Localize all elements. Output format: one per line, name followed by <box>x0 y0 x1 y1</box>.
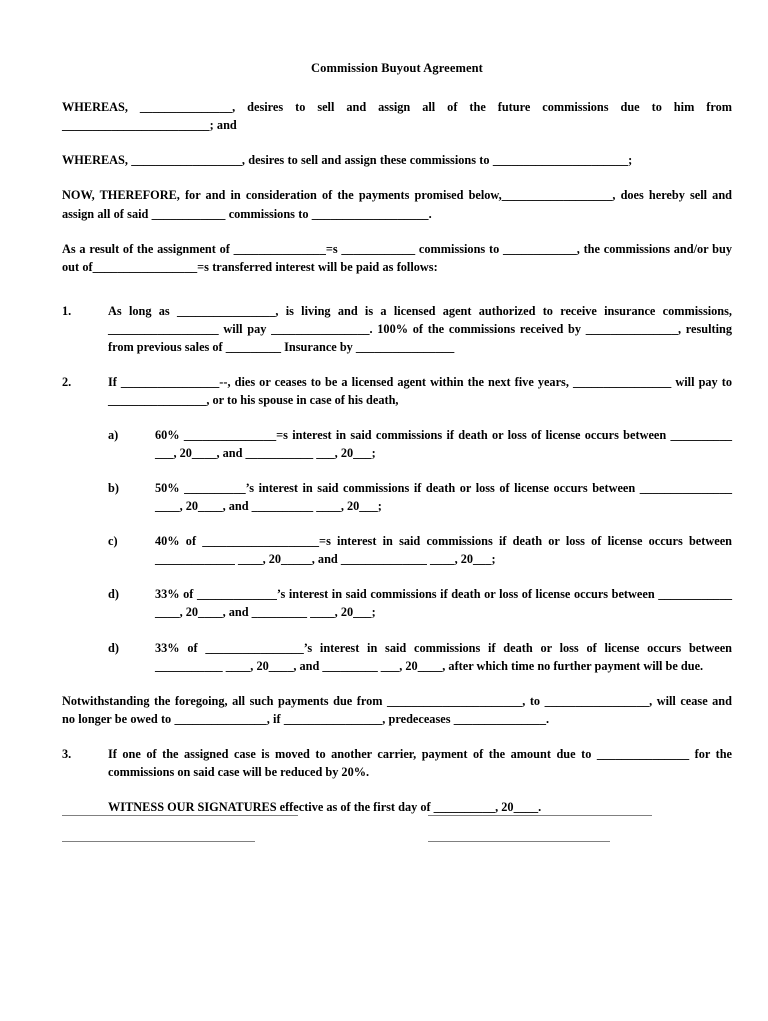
lettered-item-b-marker: b) <box>108 481 119 496</box>
signature-block <box>62 815 732 867</box>
numbered-item-1-text: As long as ________________, is living and is a licensed agent authorized to receive insurance commissions, __________________ will pay ________________. 100% of the commissions received by _______________, resulting from previous sales of _________ Insurance by ________________ <box>108 303 732 354</box>
document-body <box>62 60 732 816</box>
numbered-item-2 <box>62 373 732 409</box>
lettered-item-b <box>108 479 732 515</box>
signature-row-1 <box>62 815 732 841</box>
lettered-item-d-first-marker: d) <box>108 587 119 602</box>
lettered-item-c-text: 40% of ___________________=s interest in said commissions if death or loss of license occurs between _____________ ____, 20_____, and ______________ ____, 20___; <box>155 534 732 567</box>
lettered-item-b-text: 50% __________’s interest in said commissions if death or loss of license occurs between _______________ ____, 20____, and __________ ____, 20___; <box>155 481 732 514</box>
numbered-item-3-text: If one of the assigned case is moved to another carrier, payment of the amount due to _______________ for the commissions on said case will be reduced by 20%. <box>108 746 732 779</box>
numbered-item-1 <box>62 302 732 356</box>
lettered-item-a <box>108 426 732 462</box>
witness-signatures-line: WITNESS OUR SIGNATURES effective as of the first day of __________, 20____. <box>108 799 542 814</box>
signature-line-right-1[interactable] <box>428 815 652 816</box>
paragraph-whereas-1: WHEREAS, _______________, desires to sell and assign all of the future commissions due to him from ________________________; and <box>62 100 732 133</box>
spacer <box>62 293 732 302</box>
paragraph-whereas-2: WHEREAS, __________________, desires to sell and assign these commissions to ______________________; <box>62 153 633 168</box>
signature-row-2 <box>62 841 732 867</box>
lettered-item-c <box>108 532 732 568</box>
numbered-item-1-marker: 1. <box>62 303 72 318</box>
lettered-item-d-first-text: 33% of _____________’s interest in said commissions if death or loss of license occurs between ____________ ____, 20____, and _________ ____, 20___; <box>155 587 732 620</box>
numbered-item-3-marker: 3. <box>62 746 72 761</box>
lettered-item-c-marker: c) <box>108 534 118 549</box>
signature-line-left-2[interactable] <box>62 841 255 842</box>
lettered-item-d-second-marker: d) <box>108 640 119 655</box>
paragraph-now-therefore: NOW, THEREFORE, for and in consideration of the payments promised below,__________________, does hereby sell and assign all of said ____________ commissions to ___________________. <box>62 188 732 221</box>
paragraph-as-a-result: As a result of the assignment of _______________=s ____________ commissions to ____________, the commissions and/or buy out of_________________=s transferred interest will be paid as follows: <box>62 241 732 274</box>
numbered-item-3 <box>62 745 732 781</box>
lettered-item-a-marker: a) <box>108 428 119 442</box>
signature-line-left-1[interactable] <box>62 815 298 816</box>
numbered-item-2-text: If ________________--, dies or ceases to be a licensed agent within the next five years, ________________ will pay to ________________, or to his spouse in case of his death, <box>108 374 732 407</box>
paragraph-notwithstanding: Notwithstanding the foregoing, all such payments due from ______________________, to _________________, will cease and no longer be owed to _______________, if ________________, predeceases _______________. <box>62 693 732 726</box>
lettered-item-d-first <box>108 585 732 621</box>
lettered-item-a-text: 60% _______________=s interest in said commissions if death or loss of license occurs between __________ ___, 20____, and ___________ ___, 20___; <box>155 428 732 461</box>
document-title: Commission Buyout Agreement <box>311 61 483 75</box>
lettered-item-d-second <box>108 639 732 675</box>
lettered-item-d-second-text: 33% of ________________’s interest in said commissions if death or loss of license occurs between ___________ ____, 20____, and _________ ___, 20____, after which time no further payment will be due. <box>155 640 732 673</box>
lettered-sub-list <box>108 426 732 675</box>
numbered-item-2-marker: 2. <box>62 374 72 389</box>
signature-line-right-2[interactable] <box>428 841 610 842</box>
